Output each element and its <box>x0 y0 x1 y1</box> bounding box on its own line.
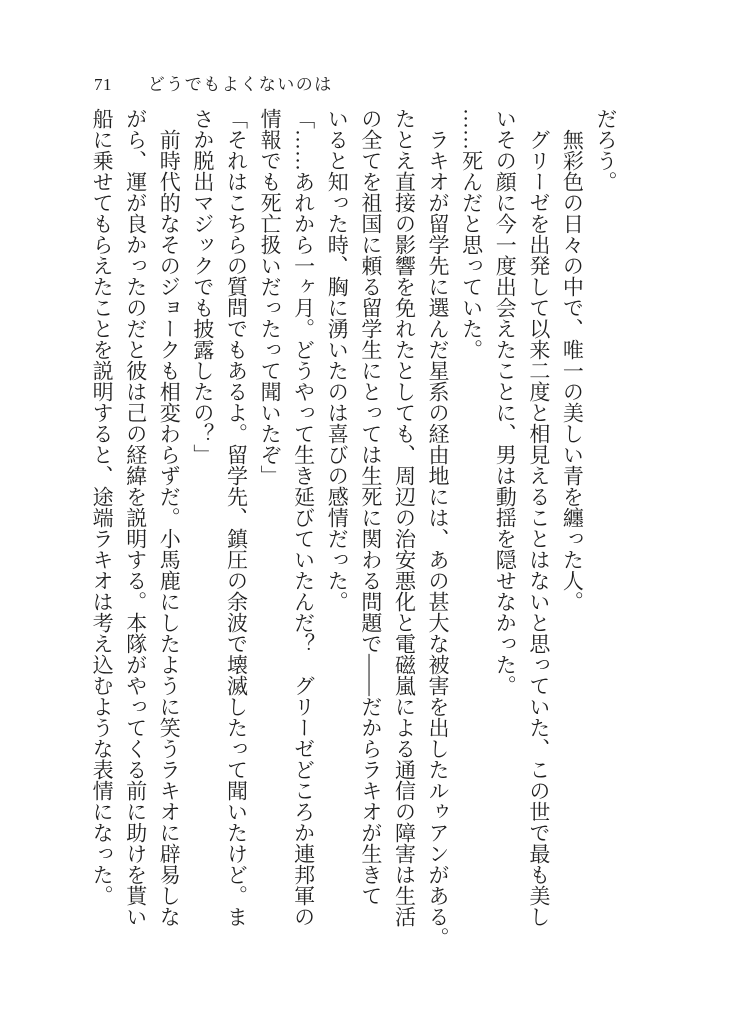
text-column-3: グリーゼを出発して以来二度と相見えることはないと思っていた、この世で最も美し <box>526 129 551 927</box>
page-header <box>94 70 333 95</box>
text-column-7: たとえ直接の影響を免れたとしても、周辺の治安悪化と電磁嵐による通信の障害は生活 <box>392 108 417 927</box>
text-column-4: いその顔に今一度出会えたことに、男は動揺を隠せなかった。 <box>493 108 518 696</box>
text-column-15: がら、運が良かったのだと彼は己の経緯を説明する。本隊がやってくる前に助けを貰い <box>123 108 148 927</box>
text-column-2: 無彩色の日々の中で、唯一の美しい青を纏った人。 <box>560 129 585 612</box>
text-body <box>85 108 623 948</box>
text-column-10: 「……あれから一ヶ月。どうやって生き延びていたんだ？ グリーゼどころか連邦軍の <box>291 108 316 927</box>
text-column-11: 情報でも死亡扱いだったって聞いたぞ」 <box>258 108 283 486</box>
text-column-8: の全てを祖国に頼る留学生にとっては生死に関わる問題で――だからラキオが生きて <box>358 108 383 906</box>
text-column-16: 船に乗せてもらえたことを説明すると、途端ラキオは考え込むような表情になった。 <box>90 108 115 906</box>
text-column-14: 前時代的なそのジョークも相変わらずだ。小馬鹿にしたように笑うラキオに辟易しな <box>157 129 182 927</box>
text-column-9: いると知った時、胸に湧いたのは喜びの感情だった。 <box>325 108 350 612</box>
text-column-13: さか脱出マジックでも披露したの？」 <box>190 108 215 465</box>
text-column-12: 「それはこちらの質問でもあるよ。留学先、鎮圧の余波で壊滅したって聞いたけど。ま <box>224 108 249 927</box>
text-column-5: ……死んだと思っていた。 <box>459 108 484 360</box>
page-number: 71 <box>94 75 112 94</box>
text-column-6: ラキオが留学先に選んだ星系の経由地には、あの甚大な被害を出したルゥアンがある。 <box>426 129 451 948</box>
running-title: どうでもよくないのは <box>147 75 333 94</box>
text-column-1: だろう。 <box>594 108 618 192</box>
